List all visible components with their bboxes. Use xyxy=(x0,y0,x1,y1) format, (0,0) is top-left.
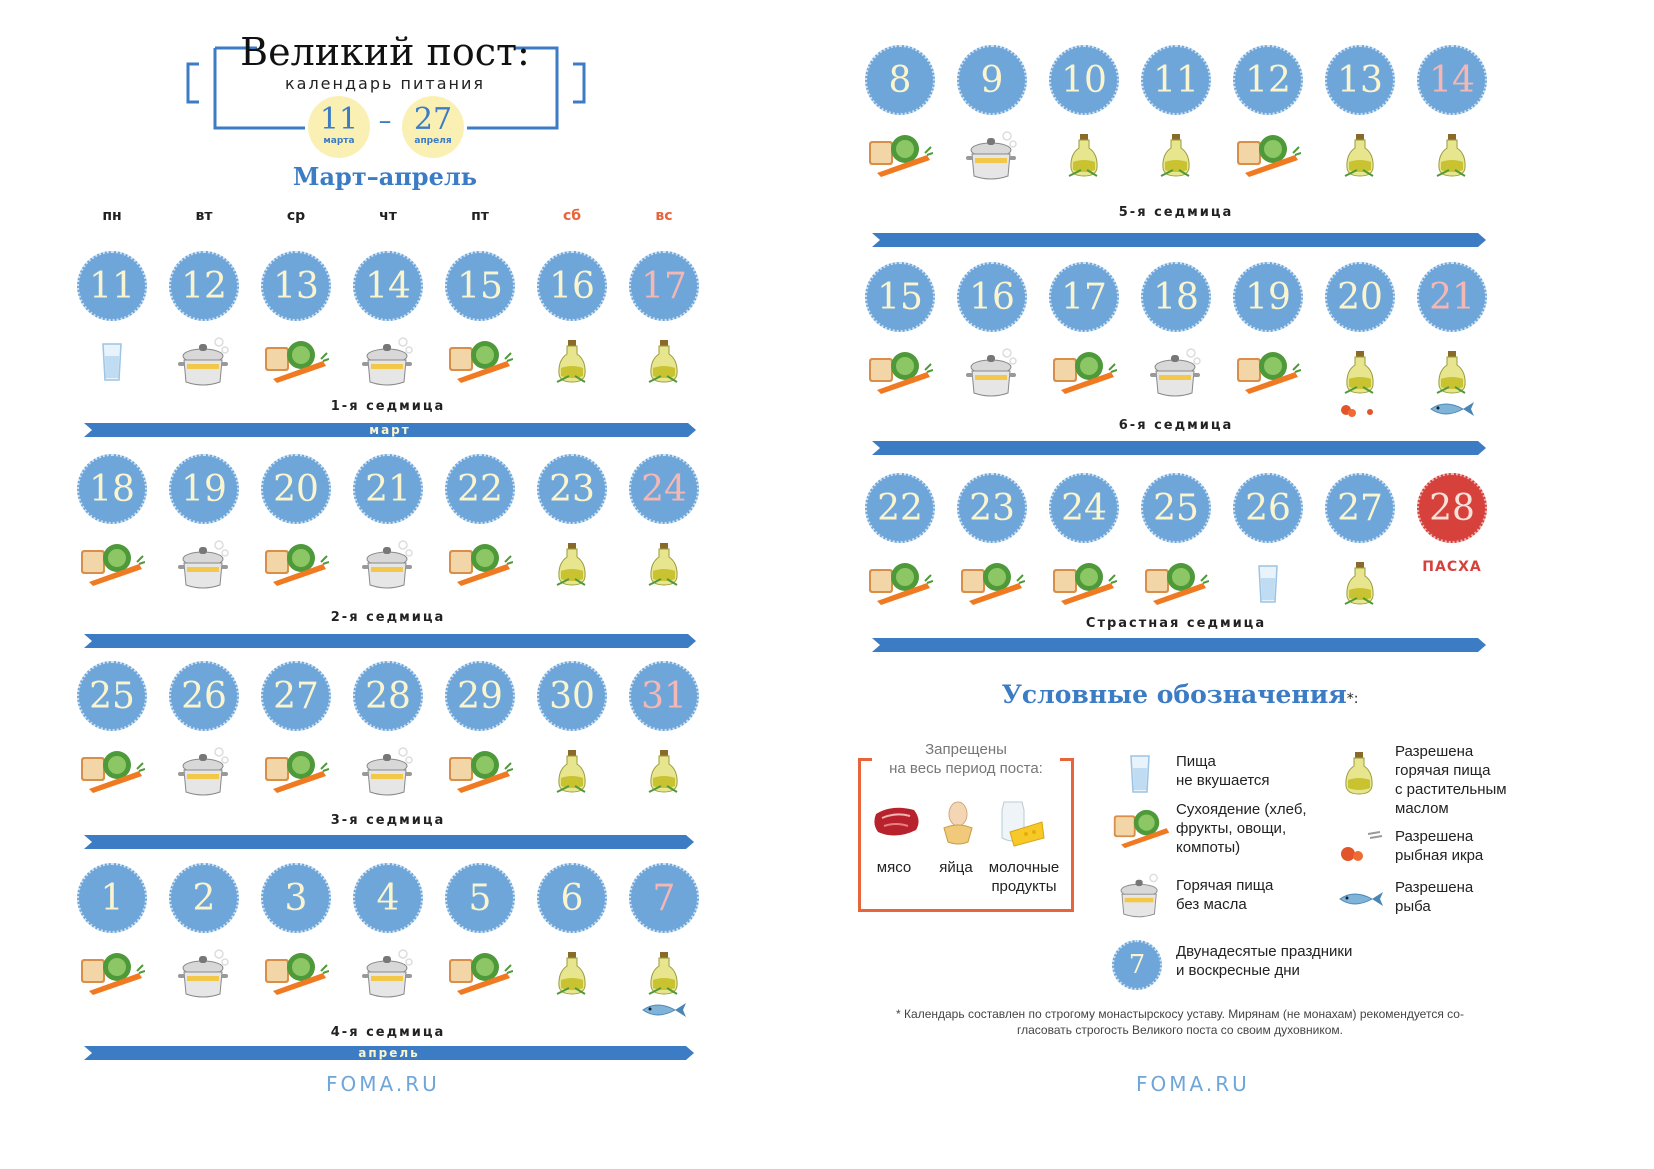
day-circle: 28 xyxy=(353,661,423,731)
day-circle: 20 xyxy=(261,454,331,524)
pot-icon xyxy=(957,130,1027,182)
week-label: 2-я седмица xyxy=(330,610,446,625)
oil-icon xyxy=(1325,558,1395,610)
day-circle: 14 xyxy=(1417,45,1487,115)
legend-oil-text xyxy=(1395,742,1545,818)
dairy-label xyxy=(984,858,1064,896)
legend-no-food-text xyxy=(1176,752,1336,790)
pot-icon xyxy=(957,347,1027,399)
day-circle: 6 xyxy=(537,863,607,933)
pot-icon xyxy=(1141,347,1211,399)
dry-food-icon xyxy=(1141,558,1211,610)
day-circle: 21 xyxy=(353,454,423,524)
day-circle: 13 xyxy=(1325,45,1395,115)
dry-food-icon xyxy=(445,948,515,1000)
easter-label: ПАСХА xyxy=(1422,559,1482,575)
day-circle: 17 xyxy=(629,251,699,321)
week-label: 6-я седмица xyxy=(1118,418,1234,433)
end-day: 27 xyxy=(413,102,453,137)
start-month: марта xyxy=(323,136,355,146)
day-circle: 17 xyxy=(1049,262,1119,332)
footer-brand-left[interactable]: FOMA.RU xyxy=(326,1072,440,1096)
oil-icon xyxy=(629,746,699,798)
day-circle: 31 xyxy=(629,661,699,731)
dairy-icon xyxy=(996,798,1046,854)
week-ribbon xyxy=(872,441,1486,455)
pot-icon xyxy=(353,336,423,388)
footnote xyxy=(850,1006,1510,1038)
forbidden-title-line1: Запрещены xyxy=(925,741,1007,758)
legend-feast-line2: и воскресные дни xyxy=(1176,962,1300,979)
footnote-line1: * Календарь составлен по строгому монастырскосу уставу. Мирянам (не монахам) рекомендуется со- xyxy=(896,1007,1464,1021)
legend-dry-food-text xyxy=(1176,800,1336,857)
legend-asterisk: *: xyxy=(1346,691,1359,707)
forbidden-title-line2: на весь период поста: xyxy=(889,760,1043,777)
weekday-2: ср xyxy=(286,208,306,224)
legend-oil-line4: маслом xyxy=(1395,800,1449,817)
oil-icon xyxy=(629,948,699,1000)
weekday-1: вт xyxy=(195,208,213,224)
day-circle: 2 xyxy=(169,863,239,933)
weekday-6: вс xyxy=(655,208,673,224)
pot-icon xyxy=(353,539,423,591)
legend-title: Условные обозначения xyxy=(1001,680,1347,709)
legend-caviar-icon xyxy=(1338,830,1384,868)
legend-title-wrap xyxy=(960,680,1400,709)
legend-feast-line1: Двунадесятые праздники xyxy=(1176,943,1353,960)
oil-icon xyxy=(1325,130,1395,182)
legend-fish-text xyxy=(1395,878,1545,916)
legend-caviar-line2: рыбная икра xyxy=(1395,847,1484,864)
oil-icon xyxy=(537,948,607,1000)
dry-food-icon xyxy=(77,948,147,1000)
pot-icon xyxy=(169,746,239,798)
day-circle: 26 xyxy=(1233,473,1303,543)
week-label: 4-я седмица xyxy=(330,1025,446,1040)
week-ribbon xyxy=(872,233,1486,247)
footer-brand-right[interactable]: FOMA.RU xyxy=(1136,1072,1250,1096)
legend-feast-circle: 7 xyxy=(1112,940,1162,990)
dry-food-icon xyxy=(1233,130,1303,182)
dry-food-icon xyxy=(261,336,331,388)
day-circle: 27 xyxy=(1325,473,1395,543)
day-circle: 16 xyxy=(957,262,1027,332)
week-label: 3-я седмица xyxy=(330,813,446,828)
day-circle: 9 xyxy=(957,45,1027,115)
day-circle: 24 xyxy=(629,454,699,524)
oil-icon xyxy=(537,746,607,798)
meat-label: мясо xyxy=(876,859,912,876)
day-circle: 4 xyxy=(353,863,423,933)
start-date-badge xyxy=(308,96,370,158)
legend-hot-line2: без масла xyxy=(1176,896,1247,913)
week-ribbon xyxy=(84,835,694,849)
week-ribbon xyxy=(84,1046,694,1060)
legend-water-glass-icon xyxy=(1128,754,1152,798)
oil-icon xyxy=(1141,130,1211,182)
legend-pot-icon xyxy=(1112,872,1168,924)
oil-icon xyxy=(629,336,699,388)
day-circle: 8 xyxy=(865,45,935,115)
legend-oil-line2: горячая пища xyxy=(1395,762,1491,779)
day-circle: 30 xyxy=(537,661,607,731)
dry-food-icon xyxy=(261,746,331,798)
period-label: Март–апрель xyxy=(292,162,478,191)
page-subtitle: календарь питания xyxy=(284,74,485,93)
day-circle: 19 xyxy=(169,454,239,524)
date-dash: – xyxy=(378,106,392,136)
pot-icon xyxy=(353,746,423,798)
day-circle: 28 xyxy=(1417,473,1487,543)
legend-dry-line1: Сухоядение (хлеб, xyxy=(1176,801,1307,818)
legend-no-food-line1: Пища xyxy=(1176,753,1216,770)
oil-icon xyxy=(629,539,699,591)
day-circle: 1 xyxy=(77,863,147,933)
weekday-5: сб xyxy=(562,208,582,224)
oil-icon xyxy=(1417,347,1487,399)
dry-food-icon xyxy=(77,539,147,591)
legend-fish-line2: рыба xyxy=(1395,898,1431,915)
day-circle: 3 xyxy=(261,863,331,933)
oil-icon xyxy=(537,336,607,388)
weekday-0: пн xyxy=(102,208,122,224)
day-circle: 24 xyxy=(1049,473,1119,543)
legend-hot-line1: Горячая пища xyxy=(1176,877,1274,894)
water-glass-icon xyxy=(77,336,147,388)
day-circle: 19 xyxy=(1233,262,1303,332)
day-circle: 10 xyxy=(1049,45,1119,115)
dry-food-icon xyxy=(445,539,515,591)
dry-food-icon xyxy=(1049,347,1119,399)
legend-dry-line2: фрукты, овощи, xyxy=(1176,820,1287,837)
legend-fish-line1: Разрешена xyxy=(1395,879,1474,896)
oil-icon xyxy=(1325,347,1395,399)
day-circle: 15 xyxy=(865,262,935,332)
weekday-3: чт xyxy=(379,208,397,224)
day-circle: 25 xyxy=(1141,473,1211,543)
dry-food-icon xyxy=(1233,347,1303,399)
footnote-line2: гласовать строгость Великого поста со своим духовником. xyxy=(1017,1023,1343,1037)
fish-icon xyxy=(629,999,699,1021)
pot-icon xyxy=(169,336,239,388)
eggs-label: яйца xyxy=(939,859,973,876)
week-ribbon xyxy=(872,638,1486,652)
weekday-4: пт xyxy=(471,208,489,224)
day-circle: 18 xyxy=(77,454,147,524)
page-title: Великий пост: xyxy=(240,30,530,74)
legend-oil-line1: Разрешена xyxy=(1395,743,1474,760)
week-ribbon xyxy=(84,634,696,648)
dairy-label-line1: молочные xyxy=(988,859,1060,876)
day-circle: 23 xyxy=(957,473,1027,543)
month-label: март xyxy=(369,423,411,437)
day-circle: 23 xyxy=(537,454,607,524)
day-circle: 27 xyxy=(261,661,331,731)
day-circle: 14 xyxy=(353,251,423,321)
legend-no-food-line2: не вкушается xyxy=(1176,772,1270,789)
week-label: Страстная седмица xyxy=(1085,616,1267,631)
forbidden-title xyxy=(858,740,1074,778)
day-circle: 5 xyxy=(445,863,515,933)
day-circle: 12 xyxy=(169,251,239,321)
dry-food-icon xyxy=(1049,558,1119,610)
legend-feast-text xyxy=(1176,942,1396,980)
month-label: апрель xyxy=(358,1046,420,1060)
pot-icon xyxy=(353,948,423,1000)
day-circle: 13 xyxy=(261,251,331,321)
day-circle: 20 xyxy=(1325,262,1395,332)
dry-food-icon xyxy=(445,746,515,798)
end-month: апреля xyxy=(414,136,452,146)
day-circle: 25 xyxy=(77,661,147,731)
dry-food-icon xyxy=(957,558,1027,610)
dry-food-icon xyxy=(865,130,935,182)
caviar-icon xyxy=(1325,398,1395,420)
day-circle: 22 xyxy=(445,454,515,524)
water-glass-icon xyxy=(1233,558,1303,610)
dry-food-icon xyxy=(261,948,331,1000)
dry-food-icon xyxy=(77,746,147,798)
day-circle: 21 xyxy=(1417,262,1487,332)
legend-oil-line3: с растительным xyxy=(1395,781,1507,798)
egg-icon xyxy=(938,798,978,852)
legend-dry-food-icon xyxy=(1112,808,1172,854)
legend-caviar-text xyxy=(1395,827,1545,865)
oil-icon xyxy=(1417,130,1487,182)
week-label: 1-я седмица xyxy=(330,399,446,414)
day-circle: 29 xyxy=(445,661,515,731)
day-circle: 18 xyxy=(1141,262,1211,332)
week-label: 5-я седмица xyxy=(1118,205,1234,220)
day-circle: 12 xyxy=(1233,45,1303,115)
day-circle: 7 xyxy=(629,863,699,933)
day-circle: 16 xyxy=(537,251,607,321)
start-day: 11 xyxy=(319,102,359,137)
dairy-label-line2: продукты xyxy=(991,878,1057,895)
pot-icon xyxy=(169,539,239,591)
fish-icon xyxy=(1417,398,1487,420)
day-circle: 11 xyxy=(77,251,147,321)
day-circle: 15 xyxy=(445,251,515,321)
legend-hot-food-text xyxy=(1176,876,1336,914)
day-circle: 11 xyxy=(1141,45,1211,115)
oil-icon xyxy=(1049,130,1119,182)
week-ribbon xyxy=(84,423,696,437)
day-circle: 26 xyxy=(169,661,239,731)
dry-food-icon xyxy=(261,539,331,591)
meat-icon xyxy=(872,804,922,844)
legend-oil-icon xyxy=(1342,750,1376,802)
dry-food-icon xyxy=(865,558,935,610)
dry-food-icon xyxy=(445,336,515,388)
end-date-badge xyxy=(402,96,464,158)
legend-dry-line3: компоты) xyxy=(1176,839,1241,856)
legend-caviar-line1: Разрешена xyxy=(1395,828,1474,845)
pot-icon xyxy=(169,948,239,1000)
oil-icon xyxy=(537,539,607,591)
legend-fish-icon xyxy=(1338,890,1384,912)
day-circle: 22 xyxy=(865,473,935,543)
dry-food-icon xyxy=(865,347,935,399)
